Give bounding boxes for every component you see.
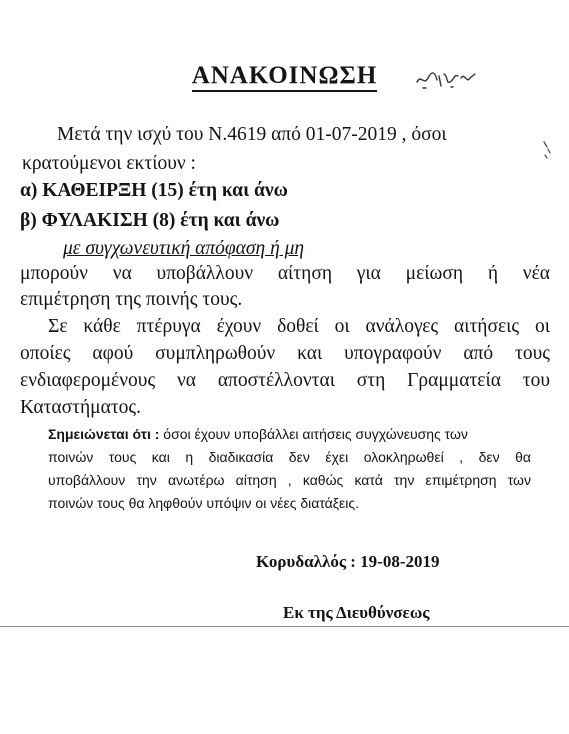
note-line-3: υποβάλλουν την ανωτέρω αίτηση , καθώς κατά την επιμέτρηση των [48, 472, 531, 488]
notice-title-text: ΑΝΑΚΟΙΝΩΣΗ [192, 62, 378, 92]
note-line-2: ποινών τους και η διαδικασία δεν έχει ολοκληρωθεί , δεν θα [48, 449, 531, 465]
body-line-3: Σε κάθε πτέρυγα έχουν δοθεί οι ανάλογες αιτήσεις οι [48, 316, 550, 337]
body-line-5: ενδιαφερομένους να αποστέλλονται στη Γραμματεία του [20, 370, 550, 391]
body-line-2: επιμέτρηση της ποινής τους. [20, 289, 243, 310]
body-line-1: μπορούν να υποβάλλουν αίτηση για μείωση ή νέα [20, 263, 550, 284]
place-date: Κορυδαλλός : 19-08-2019 [256, 552, 440, 571]
margin-mark [540, 140, 554, 160]
handwritten-scribble [415, 68, 477, 90]
note-line-1 [48, 426, 468, 442]
note-line-4: ποινών τους θα ληφθούν υπόψιν οι νέες διατάξεις. [48, 495, 360, 511]
intro-line-1: Μετά την ισχύ του Ν.4619 από 01-07-2019 , όσοι [57, 124, 447, 145]
item-a: α) ΚΑΘΕΙΡΞΗ (15) έτη και άνω [20, 180, 288, 201]
note-line-1-text: όσοι έχουν υποβάλλει αιτήσεις συγχώνευσης των [163, 426, 468, 442]
body-line-4: οποίες αφού συμπληρωθούν και υπογραφούν από τους [20, 343, 550, 364]
intro-line-2: κρατούμενοι εκτίουν : [22, 153, 196, 174]
item-b: β) ΦΥΛΑΚΙΣΗ (8) έτη και άνω [20, 210, 280, 231]
note-label: Σημειώνεται ότι : [48, 426, 160, 442]
bottom-rule [0, 626, 569, 627]
body-line-6: Καταστήματος. [20, 397, 142, 418]
notice-title [0, 62, 569, 90]
underlined-clause: με συγχωνευτική απόφαση ή μη [63, 238, 305, 259]
issuer: Εκ της Διευθύνσεως [283, 603, 430, 622]
